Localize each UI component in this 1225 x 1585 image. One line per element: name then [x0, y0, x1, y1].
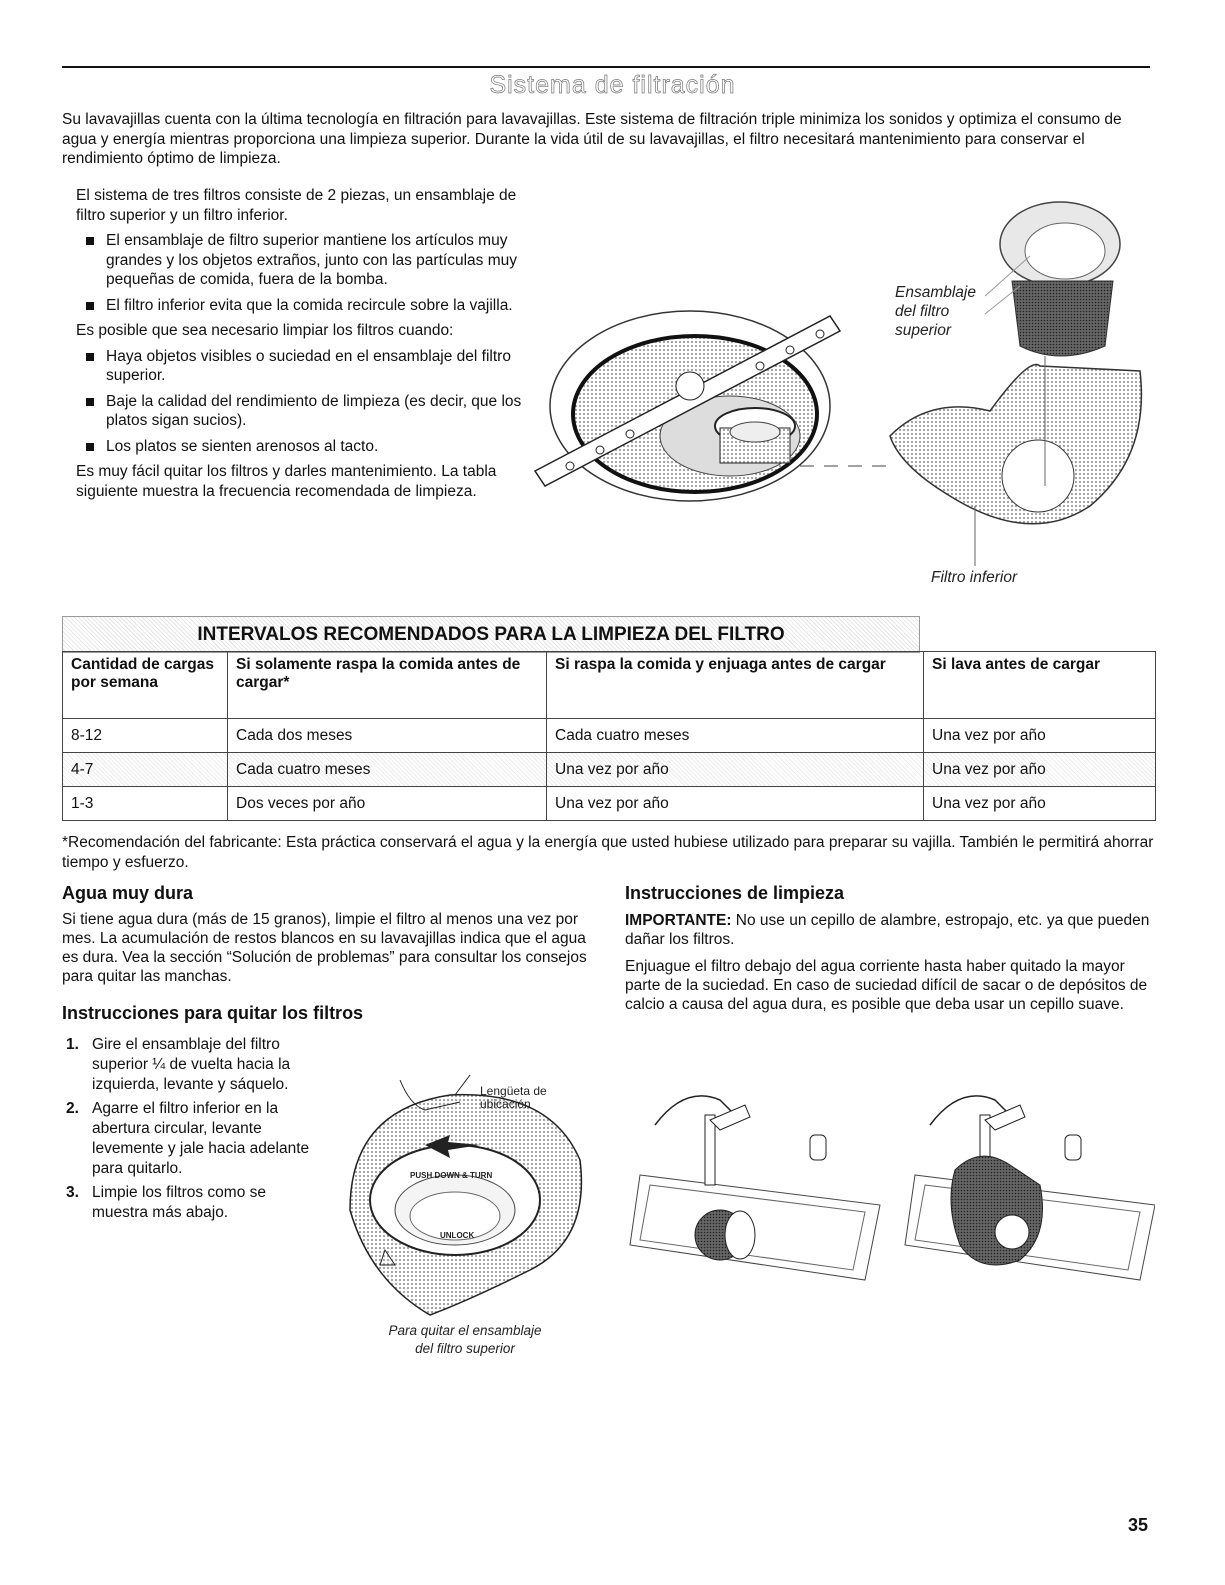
- hard-water-section: [62, 884, 592, 986]
- step-text: Limpie los filtros como se muestra más abajo.: [92, 1184, 267, 1221]
- intro-paragraph: Su lavavajillas cuenta con la última tecnología en filtración para lavavajillas. Este sistema de filtración triple minimiza los sonidos y optimiza el consumo de agua y energía mientras proporciona una limpieza superior. Durante la vida útil de su lavavajillas, el filtro necesitará mantenimiento para conservar el rendimiento óptimo de limpieza.: [62, 111, 1122, 167]
- table-cell: Una vez por año: [547, 787, 924, 821]
- ring-text: UNLOCK: [440, 1231, 475, 1240]
- important-text: No use un cepillo de alambre, estropajo, etc. ya que pueden dañar los filtros.: [625, 912, 1150, 948]
- label-line: Ensamblaje: [895, 284, 976, 301]
- step-item: [62, 1035, 312, 1095]
- table-cell: Cada dos meses: [228, 719, 547, 753]
- footnote: *Recomendación del fabricante: Esta práctica conservará el agua y la energía que usted hubiese utilizado para preparar su vajilla. También le permitirá ahorrar tiempo y esfuerzo.: [62, 834, 1154, 871]
- label-line: del filtro: [895, 303, 950, 320]
- paragraph: Es muy fácil quitar los filtros y darles mantenimiento. La tabla siguiente muestra la frecuencia recomendada de limpieza.: [76, 463, 497, 500]
- step-item: [62, 1183, 312, 1223]
- step-text: Agarre el filtro inferior en la abertura circular, levante levemente y jale hacia adelante para quitarlo.: [92, 1100, 310, 1177]
- header-cell: Si lava antes de cargar: [924, 652, 1156, 719]
- top-rule: [62, 66, 1150, 68]
- label-line: ubicación: [480, 1097, 531, 1111]
- bullet-item: Haya objetos visibles o suciedad en el ensamblaje del filtro superior.: [76, 347, 526, 386]
- bullet-item: Baje la calidad del rendimiento de limpieza (es decir, que los platos sigan sucios).: [76, 392, 526, 431]
- caption-line: del filtro superior: [415, 1341, 515, 1356]
- step-item: [62, 1099, 312, 1179]
- section-heading: Instrucciones para quitar los filtros: [62, 1003, 364, 1023]
- sink-lower-filter: [905, 1096, 1155, 1280]
- table-cell: 1-3: [63, 787, 228, 821]
- table-row: [63, 787, 1156, 821]
- caption-line: Para quitar el ensamblaje: [388, 1323, 542, 1338]
- upper-filter-label: [895, 283, 976, 340]
- cleaning-interval-table: [62, 651, 1156, 821]
- removal-figure-caption: [340, 1322, 590, 1358]
- label-line: Lengüeta de: [480, 1084, 547, 1098]
- page-number: 35: [1128, 1515, 1149, 1535]
- filter-description: [76, 186, 526, 507]
- table-cell: Cada cuatro meses: [228, 753, 547, 787]
- label-line: superior: [895, 322, 951, 339]
- ring-text: PUSH DOWN & TURN: [410, 1171, 493, 1180]
- paragraph: Si tiene agua dura (más de 15 granos), limpie el filtro al menos una vez por mes. La acumulación de restos blancos en su lavavajillas indica que el agua es dura. Vea la sección “Solución de problemas” para consultar los consejos para quitar las manchas.: [62, 911, 587, 985]
- paragraph: El sistema de tres filtros consiste de 2 piezas, un ensamblaje de filtro superior y un filtro inferior.: [76, 187, 517, 224]
- table-cell: 8-12: [63, 719, 228, 753]
- page-title: Sistema de filtración: [489, 71, 736, 99]
- removal-heading: [62, 1003, 602, 1024]
- table-cell: Dos veces por año: [228, 787, 547, 821]
- paragraph: Enjuague el filtro debajo del agua corriente hasta haber quitado la mayor parte de la suciedad. En caso de suciedad difícil de sacar o de depósitos de calcio a causa del agua dura, es posible que deba usar un cepillo suave.: [625, 958, 1148, 1013]
- sink-upper-filter: [630, 1096, 880, 1280]
- bullet-item: El ensamblaje de filtro superior mantiene los artículos muy grandes y los objetos extraños, junto con las partículas muy pequeñas de comida, fuera de la bomba.: [76, 231, 526, 290]
- filter-system-illustration: [530, 196, 1160, 606]
- table-cell: Una vez por año: [547, 753, 924, 787]
- important-note: [625, 911, 1150, 949]
- table-cell: Una vez por año: [924, 719, 1156, 753]
- table-row: [63, 753, 1156, 787]
- locator-tab-label: [480, 1085, 547, 1111]
- lower-filter-label: Filtro inferior: [931, 569, 1018, 586]
- filter-removal-illustration: [330, 1050, 590, 1320]
- table-cell: Cada cuatro meses: [547, 719, 924, 753]
- step-number: 1.: [66, 1036, 79, 1053]
- bullet-item: El filtro inferior evita que la comida recircule sobre la vajilla.: [76, 296, 526, 316]
- header-cell: Si raspa la comida y enjuaga antes de cargar: [547, 652, 924, 719]
- step-number: 2.: [66, 1100, 79, 1117]
- table-cell: Una vez por año: [924, 753, 1156, 787]
- section-heading: Instrucciones de limpieza: [625, 883, 845, 903]
- step-text: Gire el ensamblaje del filtro superior ¼ de vuelta hacia la izquierda, levante y sáquelo.: [92, 1036, 291, 1093]
- cleaning-section: [625, 884, 1150, 1014]
- table-cell: Una vez por año: [924, 787, 1156, 821]
- table-header-row: [63, 652, 1156, 719]
- table-cell: 4-7: [63, 753, 228, 787]
- header-cell: Si solamente raspa la comida antes de cargar*: [228, 652, 547, 719]
- rinsing-filters-illustration: [625, 1075, 1155, 1290]
- header-cell: Cantidad de cargas por semana: [63, 652, 228, 719]
- important-label: IMPORTANTE:: [625, 912, 732, 929]
- removal-steps: [62, 1035, 312, 1227]
- table-title: INTERVALOS RECOMENDADOS PARA LA LIMPIEZA DEL FILTRO: [62, 616, 920, 653]
- table-row: [63, 719, 1156, 753]
- paragraph: Es posible que sea necesario limpiar los filtros cuando:: [76, 322, 454, 339]
- section-heading: Agua muy dura: [62, 883, 194, 903]
- step-number: 3.: [66, 1184, 79, 1201]
- bullet-item: Los platos se sienten arenosos al tacto.: [76, 437, 526, 457]
